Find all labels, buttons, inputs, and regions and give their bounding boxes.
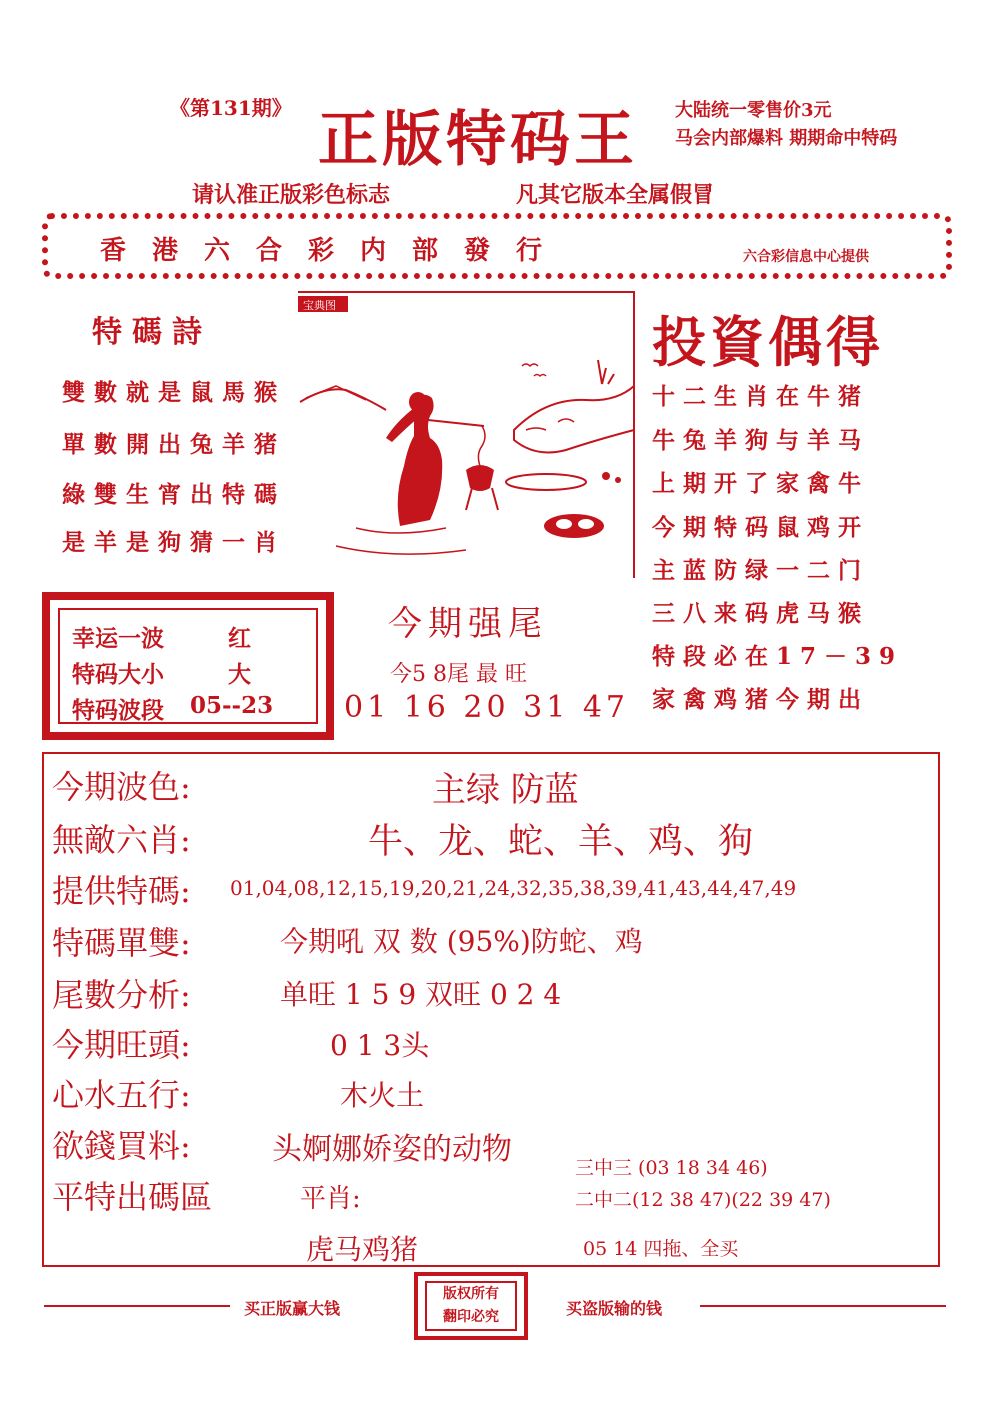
money-tip-value: 头婀娜娇姿的动物: [272, 1132, 512, 1167]
strong-tail-title: 今期强尾: [388, 604, 548, 644]
price-note: 大陆统一零售价3元: [675, 100, 832, 121]
odd-even-label: 特碼單雙:: [52, 924, 191, 962]
footer-divider-right: [700, 1305, 946, 1307]
special-code-label: 提供特碼:: [52, 872, 191, 910]
copyright-inner: [425, 1281, 517, 1331]
page-title: 正版特码王: [318, 105, 638, 175]
investment-line: 今期特码鼠鸡开: [652, 514, 869, 541]
six-zodiac-label: 無敵六肖:: [52, 821, 191, 859]
investment-line: 三八来码虎马猴: [652, 600, 869, 627]
copyright-line-2: 翻印必究: [443, 1309, 499, 1325]
poem-title: 特碼詩: [92, 315, 212, 350]
inside-info-note: 马会内部爆料 期期命中特码: [675, 128, 898, 149]
investment-title: 投資偶得: [652, 310, 884, 374]
investment-line: 家禽鸡猪今期出: [652, 686, 869, 713]
banner-title: 香港六合彩内部發行: [100, 236, 569, 266]
footer-left-slogan: 买正版赢大钱: [244, 1299, 341, 1318]
tail-analysis-value: 单旺 1 5 9 双旺 0 2 4: [280, 978, 562, 1011]
footer-divider-left: [44, 1305, 230, 1307]
footer-right-slogan: 买盗版输的钱: [566, 1299, 663, 1318]
investment-line: 特段必在17－39: [652, 643, 904, 670]
money-tip-label: 欲錢買料:: [52, 1127, 191, 1165]
lucky-wave-label: 幸运一波: [72, 625, 164, 652]
odd-even-value: 今期吼 双 数 (95%)防蛇、鸡: [280, 925, 643, 958]
hot-head-label: 今期旺頭:: [52, 1026, 191, 1064]
lucky-range-value: 05--23: [190, 692, 274, 719]
lucky-size-value: 大: [228, 661, 251, 688]
wave-color-label: 今期波色:: [52, 768, 191, 806]
poem-line: 單數開出兔羊猪: [62, 431, 286, 458]
illustration-image: [296, 290, 636, 578]
five-element-label: 心水五行:: [52, 1076, 191, 1114]
special-code-value: 01,04,08,12,15,19,20,21,24,32,35,38,39,41,43,44,47,49: [230, 876, 797, 900]
lucky-size-label: 特码大小: [72, 661, 164, 688]
six-zodiac-value: 牛、龙、蛇、羊、鸡、狗: [368, 822, 754, 862]
flat-code-label: 平特出碼區: [52, 1178, 213, 1216]
four-drag: 05 14 四拖、全买: [583, 1238, 739, 1260]
hot-head-value: 0 1 3头: [330, 1029, 430, 1062]
three-in-three: 三中三 (03 18 34 46): [575, 1157, 768, 1179]
strong-tail-numbers: 01 16 20 31 47: [344, 690, 630, 725]
two-in-two: 二中二(12 38 47)(22 39 47): [575, 1189, 831, 1211]
tail-analysis-label: 尾數分析:: [52, 976, 191, 1014]
authentic-note: 请认准正版彩色标志: [192, 182, 391, 208]
flat-zodiac-label: 平肖:: [300, 1184, 361, 1214]
copyright-line-1: 版权所有: [443, 1286, 499, 1302]
investment-line: 主蓝防绿一二门: [652, 557, 869, 584]
investment-line: 上期开了家禽牛: [652, 470, 869, 497]
poem-line: 綠雙生宵出特碼: [62, 481, 286, 508]
counterfeit-note: 凡其它版本全属假冒: [516, 182, 715, 208]
strong-tail-sub: 今5 8尾 最 旺: [390, 662, 527, 687]
five-element-value: 木火土: [340, 1079, 425, 1112]
lucky-range-label: 特码波段: [72, 697, 164, 724]
wave-color-value: 主绿 防蓝: [432, 770, 579, 810]
lucky-wave-value: 红: [228, 625, 251, 652]
issue-number: 《第131期》: [170, 96, 292, 120]
investment-line: 牛兔羊狗与羊马: [652, 427, 869, 454]
flat-zodiac-value: 虎马鸡猪: [306, 1233, 419, 1266]
poem-line: 是羊是狗猜一肖: [62, 529, 286, 556]
poem-line: 雙數就是鼠馬猴: [62, 379, 286, 406]
investment-line: 十二生肖在牛猪: [652, 383, 869, 410]
banner-provider: 六合彩信息中心提供: [743, 249, 869, 265]
illustration-stamp: 宝典图: [303, 299, 336, 312]
